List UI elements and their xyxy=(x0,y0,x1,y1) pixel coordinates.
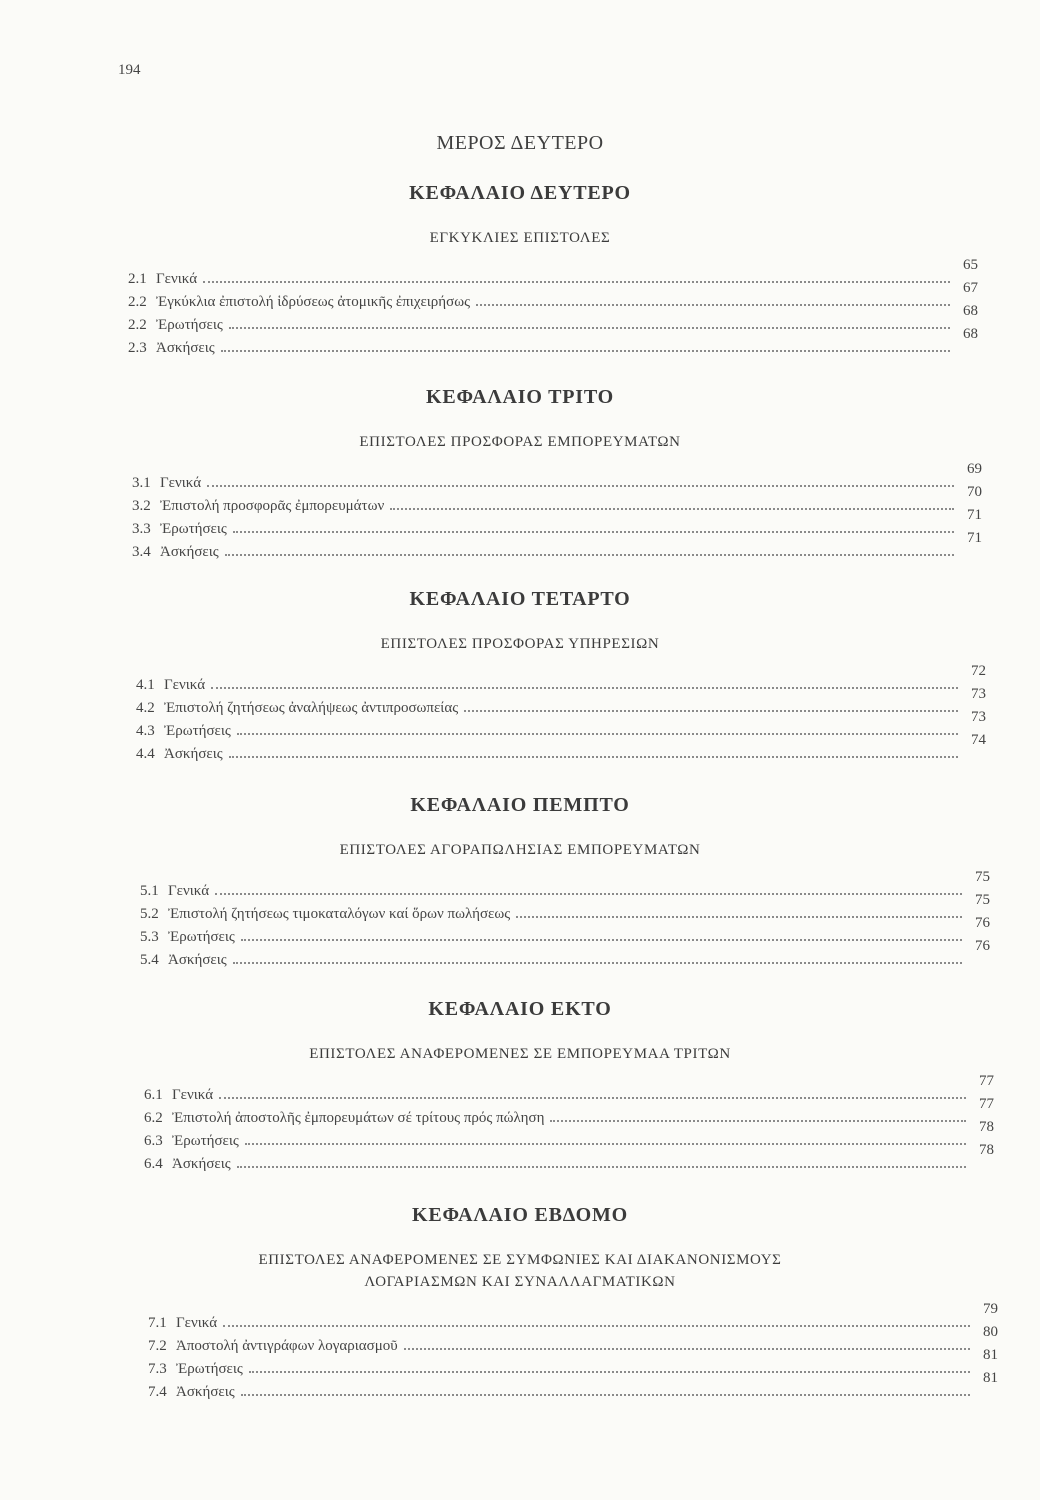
dot-leader xyxy=(233,961,962,964)
dot-leader xyxy=(237,1165,966,1168)
entry-label: Ἐρωτήσεις xyxy=(164,723,231,739)
chapter-subtitle: ΕΠΙΣΤΟΛΕΣ ΑΓΟΡΑΠΩΛΗΣΙΑΣ ΕΜΠΟΡΕΥΜΑΤΩΝ xyxy=(339,842,701,858)
toc-entry xyxy=(128,257,978,288)
entry-label: Ἐπιστολή ζητήσεως τιμοκαταλόγων καί ὅρων πωλήσεως xyxy=(168,906,511,922)
entry-page: 76 xyxy=(975,915,990,931)
dot-leader xyxy=(245,1142,966,1145)
dot-leader xyxy=(229,755,958,758)
toc-entry xyxy=(140,915,990,946)
entry-number: 5.2 xyxy=(140,906,159,922)
entry-number: 2.3 xyxy=(128,340,147,356)
entry-page: 73 xyxy=(971,686,986,702)
entry-page: 77 xyxy=(979,1073,994,1089)
entry-page: 71 xyxy=(967,530,982,546)
entry-label: Ἐπιστολή ἀποστολῆς ἐμπορευμάτων σέ τρίτους πρός πώληση xyxy=(172,1110,545,1126)
chapter-title: ΚΕΦΑΛΑΙΟ ΔΕΥΤΕΡΟ xyxy=(409,182,631,204)
entry-number: 5.4 xyxy=(140,952,159,968)
entry-number: 6.1 xyxy=(144,1087,163,1103)
toc-list xyxy=(132,461,982,561)
toc-entry xyxy=(140,892,990,923)
entry-number: 6.4 xyxy=(144,1156,163,1172)
entry-label: Γενικά xyxy=(156,271,198,287)
toc-list xyxy=(140,869,990,969)
dot-leader xyxy=(229,326,950,329)
entry-number: 6.2 xyxy=(144,1110,163,1126)
entry-number: 2.1 xyxy=(128,271,147,287)
entry-page: 70 xyxy=(967,484,982,500)
entry-number: 3.1 xyxy=(132,475,151,491)
entry-label: Ἀσκήσεις xyxy=(160,544,219,560)
dot-leader xyxy=(241,938,962,941)
toc-list xyxy=(144,1073,994,1173)
entry-page: 75 xyxy=(975,869,990,885)
toc-entry xyxy=(140,938,990,969)
entry-label: Ἐπιστολή προσφορᾶς ἐμπορευμάτων xyxy=(160,498,385,514)
toc-entry xyxy=(144,1073,994,1104)
entry-label: Ἐπιστολή ζητήσεως ἀναλήψεως ἀντιπροσωπείας xyxy=(164,700,459,716)
chapter-title: ΚΕΦΑΛΑΙΟ ΕΚΤΟ xyxy=(428,998,612,1020)
entry-page: 77 xyxy=(979,1096,994,1112)
entry-page: 65 xyxy=(963,257,978,273)
entry-label: Ἀσκήσεις xyxy=(156,340,215,356)
toc-list xyxy=(128,257,978,357)
entry-number: 4.2 xyxy=(136,700,155,716)
entry-number: 4.3 xyxy=(136,723,155,739)
entry-page: 67 xyxy=(963,280,978,296)
chapter-2 xyxy=(0,182,1040,357)
dot-leader xyxy=(207,484,954,487)
chapter-title: ΚΕΦΑΛΑΙΟ ΠΕΜΠΤΟ xyxy=(410,794,630,816)
entry-page: 72 xyxy=(971,663,986,679)
entry-page: 73 xyxy=(971,709,986,725)
chapter-3 xyxy=(0,386,1040,561)
dot-leader xyxy=(211,686,958,689)
toc-entry xyxy=(148,1370,998,1401)
chapter-subtitle: ΕΠΙΣΤΟΛΕΣ ΑΝΑΦΕΡΟΜΕΝΕΣ ΣΕ ΣΥΜΦΩΝΙΕΣ ΚΑΙ ΔΙΑΚΑΝΟΝΙΣΜΟΥΣ xyxy=(258,1252,782,1268)
dot-leader xyxy=(249,1370,970,1373)
chapter-title: ΚΕΦΑΛΑΙΟ ΤΡΙΤΟ xyxy=(425,386,615,408)
toc-entry xyxy=(144,1119,994,1150)
entry-number: 4.4 xyxy=(136,746,155,762)
entry-label: Ἀποστολή ἀντιγράφων λογαριασμοῦ xyxy=(176,1338,398,1354)
entry-number: 7.1 xyxy=(148,1315,167,1331)
entry-page: 68 xyxy=(963,326,978,342)
toc-list xyxy=(148,1301,998,1401)
chapter-subtitle: ΕΠΙΣΤΟΛΕΣ ΑΝΑΦΕΡΟΜΕΝΕΣ ΣΕ ΕΜΠΟΡΕΥΜΑΑ ΤΡΙΤΩΝ xyxy=(309,1046,731,1062)
entry-number: 3.2 xyxy=(132,498,151,514)
dot-leader xyxy=(203,280,950,283)
entry-label: Ἐρωτήσεις xyxy=(160,521,227,537)
toc-entry xyxy=(136,663,986,694)
entry-label: Γενικά xyxy=(176,1315,218,1331)
entry-page: 80 xyxy=(983,1324,998,1340)
chapter-subtitle: ΕΠΙΣΤΟΛΕΣ ΠΡΟΣΦΟΡΑΣ ΕΜΠΟΡΕΥΜΑΤΩΝ xyxy=(359,434,681,450)
entry-number: 2.2 xyxy=(128,294,147,310)
entry-page: 76 xyxy=(975,938,990,954)
entry-page: 81 xyxy=(983,1370,998,1386)
chapter-subtitle-line-2: ΛΟΓΑΡΙΑΣΜΩΝ ΚΑΙ ΣΥΝΑΛΛΑΓΜΑΤΙΚΩΝ xyxy=(364,1274,676,1290)
toc-entry xyxy=(132,484,982,515)
toc-entry xyxy=(148,1301,998,1332)
chapter-7 xyxy=(0,1204,1040,1401)
entry-number: 3.4 xyxy=(132,544,151,560)
toc-entry xyxy=(132,507,982,538)
entry-label: Ἀσκήσεις xyxy=(176,1384,235,1400)
chapter-title: ΚΕΦΑΛΑΙΟ ΕΒΔΟΜΟ xyxy=(411,1204,629,1226)
toc-entry xyxy=(136,732,986,763)
chapter-title: ΚΕΦΑΛΑΙΟ ΤΕΤΑΡΤΟ xyxy=(409,588,631,610)
entry-label: Γενικά xyxy=(168,883,210,899)
toc-entry xyxy=(132,461,982,492)
part-title: ΜΕΡΟΣ ΔΕΥΤΕΡΟ xyxy=(436,132,604,154)
dot-leader xyxy=(223,1324,970,1327)
page-number: 194 xyxy=(118,62,141,78)
entry-number: 7.4 xyxy=(148,1384,167,1400)
entry-label: Ἀσκήσεις xyxy=(164,746,223,762)
entry-page: 69 xyxy=(967,461,982,477)
dot-leader xyxy=(516,915,962,918)
toc-entry xyxy=(140,869,990,900)
entry-label: Γενικά xyxy=(164,677,206,693)
entry-number: 2.2 xyxy=(128,317,147,333)
chapter-4 xyxy=(0,588,1040,763)
entry-number: 3.3 xyxy=(132,521,151,537)
entry-page: 74 xyxy=(971,732,986,748)
dot-leader xyxy=(476,303,950,306)
entry-number: 7.3 xyxy=(148,1361,167,1377)
toc-entry xyxy=(132,530,982,561)
dot-leader xyxy=(225,553,954,556)
toc-entry xyxy=(148,1347,998,1378)
dot-leader xyxy=(241,1393,970,1396)
entry-label: Ἐρωτήσεις xyxy=(156,317,223,333)
dot-leader xyxy=(390,507,954,510)
entry-page: 68 xyxy=(963,303,978,319)
chapter-5 xyxy=(0,794,1040,969)
entry-number: 4.1 xyxy=(136,677,155,693)
entry-label: Ἐρωτήσεις xyxy=(168,929,235,945)
toc-entry xyxy=(128,326,978,357)
dot-leader xyxy=(219,1096,966,1099)
toc-entry xyxy=(144,1142,994,1173)
entry-page: 81 xyxy=(983,1347,998,1363)
entry-label: Ἀσκήσεις xyxy=(172,1156,231,1172)
entry-label: Ἐρωτήσεις xyxy=(172,1133,239,1149)
entry-page: 71 xyxy=(967,507,982,523)
entry-label: Ἐγκύκλια ἐπιστολή ἱδρύσεως ἀτομικῆς ἐπιχειρήσως xyxy=(156,294,471,310)
entry-number: 5.3 xyxy=(140,929,159,945)
chapter-subtitle: ΕΠΙΣΤΟΛΕΣ ΠΡΟΣΦΟΡΑΣ ΥΠΗΡΕΣΙΩΝ xyxy=(380,636,660,652)
entry-page: 75 xyxy=(975,892,990,908)
chapter-6 xyxy=(0,998,1040,1173)
entry-number: 6.3 xyxy=(144,1133,163,1149)
dot-leader xyxy=(404,1347,970,1350)
entry-label: Ἀσκήσεις xyxy=(168,952,227,968)
toc-entry xyxy=(144,1096,994,1127)
dot-leader xyxy=(237,732,958,735)
entry-page: 78 xyxy=(979,1142,994,1158)
toc-list xyxy=(136,663,986,763)
toc-entry xyxy=(148,1324,998,1355)
dot-leader xyxy=(233,530,954,533)
toc-entry xyxy=(128,303,978,334)
entry-label: Γενικά xyxy=(160,475,202,491)
entry-page: 79 xyxy=(983,1301,998,1317)
entry-label: Ἐρωτήσεις xyxy=(176,1361,243,1377)
dot-leader xyxy=(221,349,950,352)
dot-leader xyxy=(215,892,962,895)
chapter-subtitle: ΕΓΚΥΚΛΙΕΣ ΕΠΙΣΤΟΛΕΣ xyxy=(429,230,611,246)
dot-leader xyxy=(464,709,958,712)
toc-entry xyxy=(128,280,978,311)
toc-entry xyxy=(136,709,986,740)
dot-leader xyxy=(550,1119,966,1122)
toc-entry xyxy=(136,686,986,717)
entry-page: 78 xyxy=(979,1119,994,1135)
entry-label: Γενικά xyxy=(172,1087,214,1103)
entry-number: 7.2 xyxy=(148,1338,167,1354)
entry-number: 5.1 xyxy=(140,883,159,899)
